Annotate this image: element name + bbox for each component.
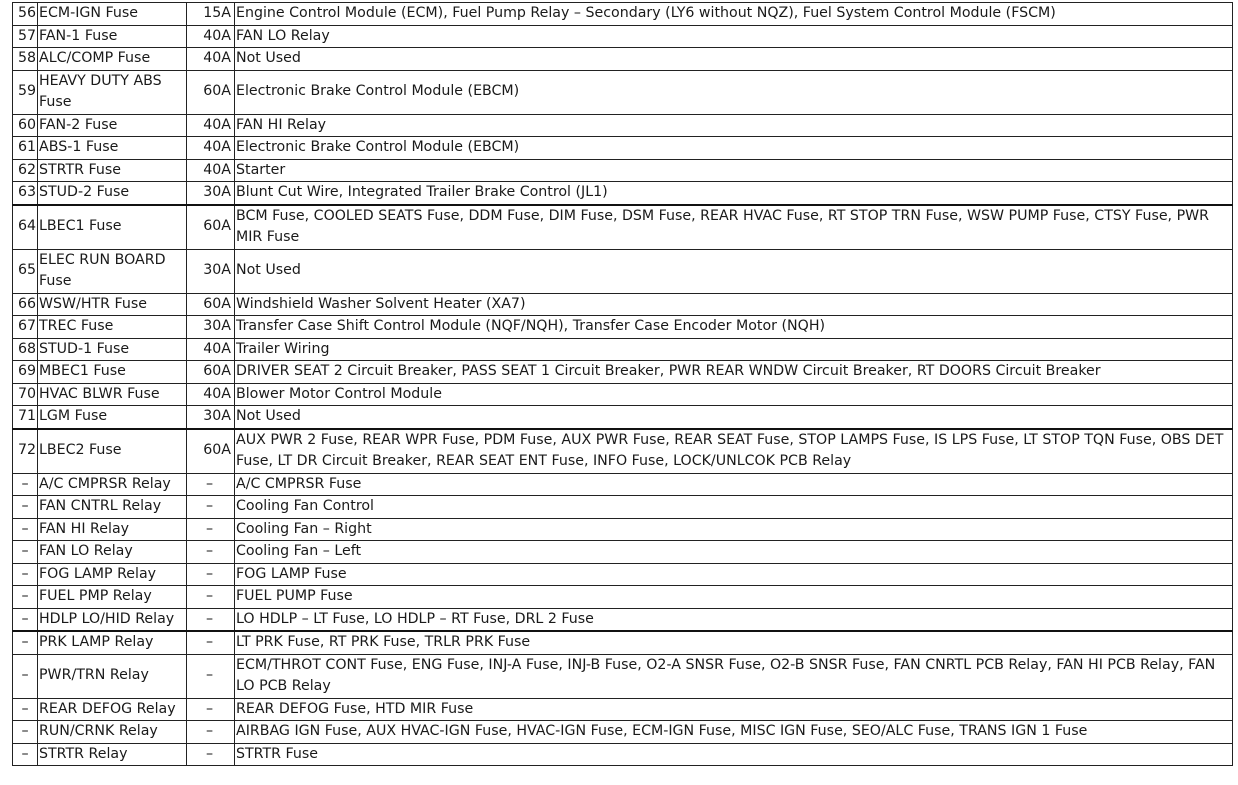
fuse-number-cell: 61 [13,137,38,160]
usage-cell: Not Used [235,249,1233,293]
table-row [13,698,1233,721]
usage-cell: AIRBAG IGN Fuse, AUX HVAC-IGN Fuse, HVAC-IGN Fuse, ECM-IGN Fuse, MISC IGN Fuse, SEO/ALC Fuse, TRANS IGN 1 Fuse [235,721,1233,744]
amperage-cell: 60A [187,429,235,474]
amperage-cell: 60A [187,293,235,316]
fuse-number-cell: 62 [13,159,38,182]
fuse-name-cell: FAN-1 Fuse [38,25,187,48]
amperage-cell: – [187,473,235,496]
fuse-name-cell: STUD-2 Fuse [38,182,187,205]
fuse-number-cell: – [13,473,38,496]
table-row [13,3,1233,26]
usage-cell: Trailer Wiring [235,338,1233,361]
usage-cell: LO HDLP – LT Fuse, LO HDLP – RT Fuse, DRL 2 Fuse [235,608,1233,631]
amperage-cell: – [187,496,235,519]
table-row [13,743,1233,766]
fuse-name-cell: WSW/HTR Fuse [38,293,187,316]
fuse-name-cell: REAR DEFOG Relay [38,698,187,721]
usage-cell: Electronic Brake Control Module (EBCM) [235,70,1233,114]
fuse-name-cell: STUD-1 Fuse [38,338,187,361]
table-row [13,137,1233,160]
amperage-cell: 30A [187,182,235,205]
usage-cell: Starter [235,159,1233,182]
table-row [13,429,1233,474]
fuse-number-cell: – [13,518,38,541]
fuse-number-cell: 69 [13,361,38,384]
fuse-name-cell: HEAVY DUTY ABS Fuse [38,70,187,114]
usage-cell: Cooling Fan Control [235,496,1233,519]
fuse-name-cell: ECM-IGN Fuse [38,3,187,26]
usage-cell: FAN HI Relay [235,114,1233,137]
usage-cell: Electronic Brake Control Module (EBCM) [235,137,1233,160]
usage-cell: Windshield Washer Solvent Heater (XA7) [235,293,1233,316]
amperage-cell: 40A [187,137,235,160]
amperage-cell: – [187,541,235,564]
table-row [13,159,1233,182]
usage-cell: Blower Motor Control Module [235,383,1233,406]
usage-cell: LT PRK Fuse, RT PRK Fuse, TRLR PRK Fuse [235,631,1233,654]
usage-cell: Not Used [235,48,1233,71]
fuse-table-body [13,3,1233,766]
fuse-number-cell: – [13,541,38,564]
fuse-name-cell: FOG LAMP Relay [38,563,187,586]
usage-cell: STRTR Fuse [235,743,1233,766]
fuse-name-cell: FAN CNTRL Relay [38,496,187,519]
amperage-cell: 60A [187,205,235,250]
table-row [13,205,1233,250]
table-row [13,48,1233,71]
usage-cell: Cooling Fan – Left [235,541,1233,564]
fuse-number-cell: 70 [13,383,38,406]
fuse-number-cell: 65 [13,249,38,293]
fuse-number-cell: 59 [13,70,38,114]
amperage-cell: 40A [187,48,235,71]
fuse-number-cell: 57 [13,25,38,48]
fuse-name-cell: LBEC1 Fuse [38,205,187,250]
table-row [13,631,1233,654]
table-row [13,383,1233,406]
fuse-number-cell: – [13,743,38,766]
amperage-cell: – [187,518,235,541]
fuse-name-cell: STRTR Relay [38,743,187,766]
fuse-number-cell: – [13,631,38,654]
amperage-cell: 40A [187,338,235,361]
fuse-name-cell: PWR/TRN Relay [38,654,187,698]
table-row [13,608,1233,631]
fuse-name-cell: TREC Fuse [38,316,187,339]
fuse-name-cell: FAN HI Relay [38,518,187,541]
amperage-cell: 40A [187,25,235,48]
fuse-number-cell: 56 [13,3,38,26]
table-row [13,586,1233,609]
usage-cell: A/C CMPRSR Fuse [235,473,1233,496]
fuse-number-cell: 64 [13,205,38,250]
fuse-name-cell: ABS-1 Fuse [38,137,187,160]
table-row [13,361,1233,384]
amperage-cell: 30A [187,406,235,429]
amperage-cell: 15A [187,3,235,26]
usage-cell: FUEL PUMP Fuse [235,586,1233,609]
table-row [13,406,1233,429]
amperage-cell: 40A [187,383,235,406]
amperage-cell: 30A [187,249,235,293]
amperage-cell: 30A [187,316,235,339]
fuse-number-cell: 67 [13,316,38,339]
fuse-name-cell: PRK LAMP Relay [38,631,187,654]
fuse-number-cell: 58 [13,48,38,71]
amperage-cell: – [187,698,235,721]
usage-cell: Cooling Fan – Right [235,518,1233,541]
fuse-number-cell: – [13,496,38,519]
amperage-cell: – [187,654,235,698]
table-row [13,316,1233,339]
table-row [13,293,1233,316]
fuse-relay-table [12,2,1233,766]
fuse-number-cell: – [13,654,38,698]
amperage-cell: – [187,631,235,654]
fuse-number-cell: 66 [13,293,38,316]
fuse-number-cell: – [13,721,38,744]
amperage-cell: – [187,563,235,586]
amperage-cell: – [187,586,235,609]
fuse-name-cell: A/C CMPRSR Relay [38,473,187,496]
fuse-number-cell: – [13,563,38,586]
usage-cell: Transfer Case Shift Control Module (NQF/NQH), Transfer Case Encoder Motor (NQH) [235,316,1233,339]
table-row [13,496,1233,519]
fuse-name-cell: FAN-2 Fuse [38,114,187,137]
table-row [13,473,1233,496]
usage-cell: ECM/THROT CONT Fuse, ENG Fuse, INJ-A Fuse, INJ-B Fuse, O2-A SNSR Fuse, O2-B SNSR Fuse, FAN CNRTL PCB Relay, FAN HI PCB Relay, FAN LO PCB Relay [235,654,1233,698]
fuse-number-cell: 72 [13,429,38,474]
table-row [13,518,1233,541]
amperage-cell: – [187,721,235,744]
usage-cell: Blunt Cut Wire, Integrated Trailer Brake Control (JL1) [235,182,1233,205]
fuse-number-cell: 60 [13,114,38,137]
amperage-cell: 40A [187,114,235,137]
usage-cell: DRIVER SEAT 2 Circuit Breaker, PASS SEAT 1 Circuit Breaker, PWR REAR WNDW Circuit Breaker, RT DOORS Circuit Breaker [235,361,1233,384]
fuse-name-cell: FUEL PMP Relay [38,586,187,609]
fuse-name-cell: LGM Fuse [38,406,187,429]
fuse-number-cell: 63 [13,182,38,205]
fuse-name-cell: FAN LO Relay [38,541,187,564]
amperage-cell: – [187,743,235,766]
fuse-name-cell: RUN/CRNK Relay [38,721,187,744]
amperage-cell: 40A [187,159,235,182]
table-row [13,25,1233,48]
usage-cell: REAR DEFOG Fuse, HTD MIR Fuse [235,698,1233,721]
table-row [13,721,1233,744]
fuse-name-cell: ALC/COMP Fuse [38,48,187,71]
usage-cell: FOG LAMP Fuse [235,563,1233,586]
fuse-number-cell: – [13,586,38,609]
table-row [13,70,1233,114]
fuse-name-cell: ELEC RUN BOARD Fuse [38,249,187,293]
fuse-name-cell: LBEC2 Fuse [38,429,187,474]
table-row [13,182,1233,205]
usage-cell: FAN LO Relay [235,25,1233,48]
table-row [13,654,1233,698]
table-row [13,563,1233,586]
usage-cell: Not Used [235,406,1233,429]
amperage-cell: 60A [187,70,235,114]
fuse-name-cell: HVAC BLWR Fuse [38,383,187,406]
table-row [13,114,1233,137]
fuse-number-cell: – [13,698,38,721]
fuse-number-cell: 71 [13,406,38,429]
fuse-name-cell: STRTR Fuse [38,159,187,182]
amperage-cell: – [187,608,235,631]
fuse-name-cell: HDLP LO/HID Relay [38,608,187,631]
amperage-cell: 60A [187,361,235,384]
fuse-number-cell: – [13,608,38,631]
usage-cell: BCM Fuse, COOLED SEATS Fuse, DDM Fuse, DIM Fuse, DSM Fuse, REAR HVAC Fuse, RT STOP TRN Fuse, WSW PUMP Fuse, CTSY Fuse, PWR MIR Fuse [235,205,1233,250]
usage-cell: Engine Control Module (ECM), Fuel Pump Relay – Secondary (LY6 without NQZ), Fuel System Control Module (FSCM) [235,3,1233,26]
table-row [13,338,1233,361]
fuse-name-cell: MBEC1 Fuse [38,361,187,384]
fuse-number-cell: 68 [13,338,38,361]
table-row [13,541,1233,564]
table-row [13,249,1233,293]
usage-cell: AUX PWR 2 Fuse, REAR WPR Fuse, PDM Fuse, AUX PWR Fuse, REAR SEAT Fuse, STOP LAMPS Fuse, IS LPS Fuse, LT STOP TQN Fuse, OBS DET Fuse, LT DR Circuit Breaker, REAR SEAT ENT Fuse, INFO Fuse, LOCK/UNLCOK PCB Relay [235,429,1233,474]
